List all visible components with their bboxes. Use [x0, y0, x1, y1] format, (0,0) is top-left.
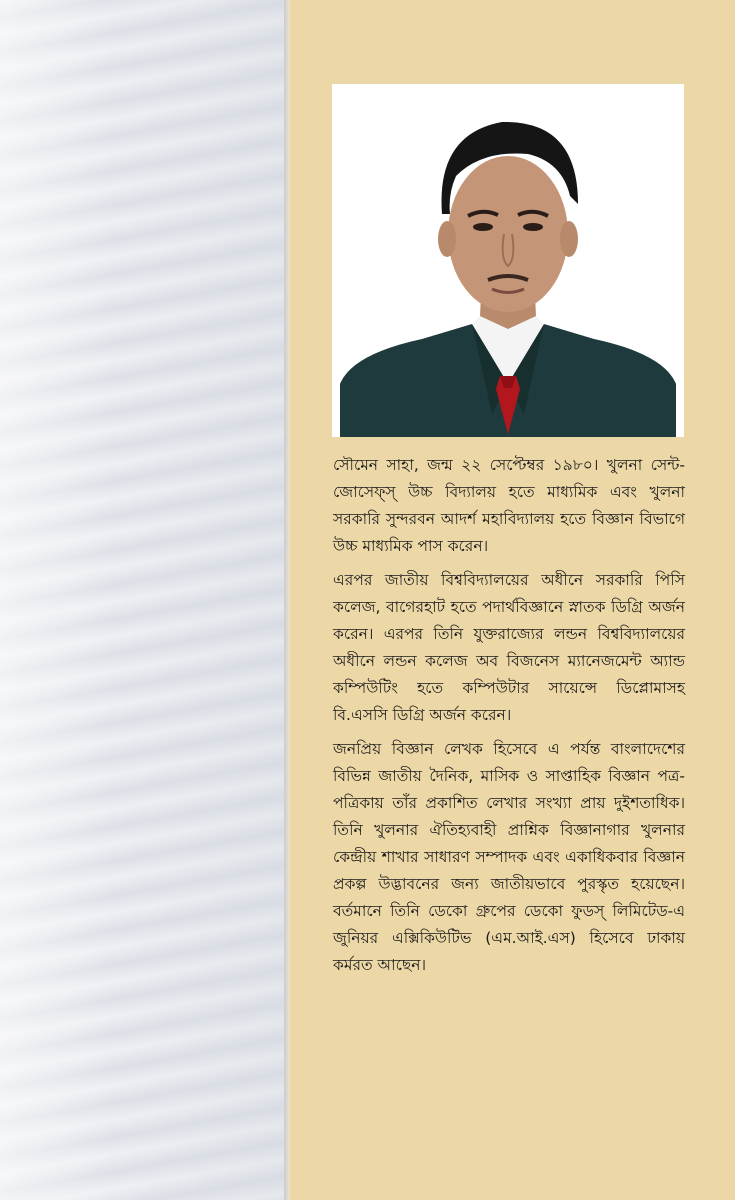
- bio-paragraph: জনপ্রিয় বিজ্ঞান লেখক হিসেবে এ পর্যন্ত বাংলাদেশের বিভিন্ন জাতীয় দৈনিক, মাসিক ও সাপ্তাহিক বিজ্ঞান পত্র-পত্রিকায় তাঁর প্রকাশিত লেখার সংখ্যা প্রায় দুইশতাধিক। তিনি খুলনার ঐতিহ্যবাহী প্রাশ্নিক বিজ্ঞানাগার খুলনার কেন্দ্রীয় শাখার সাধারণ সম্পাদক এবং একাধিকবার বিজ্ঞান প্রকল্প উদ্ভাবনের জন্য জাতীয়ভাবে পুরস্কৃত হয়েছেন। বর্তমানে তিনি ডেকো গ্রুপের ডেকো ফুডস্ লিমিটেড-এ জুনিয়র এক্সিকিউটিভ (এম.আই.এস) হিসেবে ঢাকায় কর্মরত আছেন।: [333, 740, 685, 974]
- back-flap-tissue: [0, 0, 288, 1200]
- author-biography: [333, 452, 685, 986]
- bio-paragraph: এরপর জাতীয় বিশ্ববিদ্যালয়ের অধীনে সরকারি পিসি কলেজ, বাগেরহাট হতে পদার্থবিজ্ঞানে স্নাতক ডিগ্রি অর্জন করেন। এরপর তিনি যুক্তরাজ্যের লন্ডন বিশ্ববিদ্যালয়ের অধীনে লন্ডন কলেজ অব বিজনেস ম্যানেজমেন্ট অ্যান্ড কম্পিউটিং হতে কম্পিউটার সায়েন্সে ডিপ্লোমাসহ বি.এসসি ডিগ্রি অর্জন করেন।: [333, 571, 685, 724]
- author-photo: [332, 84, 684, 437]
- bio-paragraph: সৌমেন সাহা, জন্ম ২২ সেপ্টেম্বর ১৯৮০। খুলনা সেন্ট-জোসেফ্স্ উচ্চ বিদ্যালয় হতে মাধ্যমিক এবং খুলনা সরকারি সুন্দরবন আদর্শ মহাবিদ্যালয় হতে বিজ্ঞান বিভাগে উচ্চ মাধ্যমিক পাস করেন।: [333, 456, 685, 555]
